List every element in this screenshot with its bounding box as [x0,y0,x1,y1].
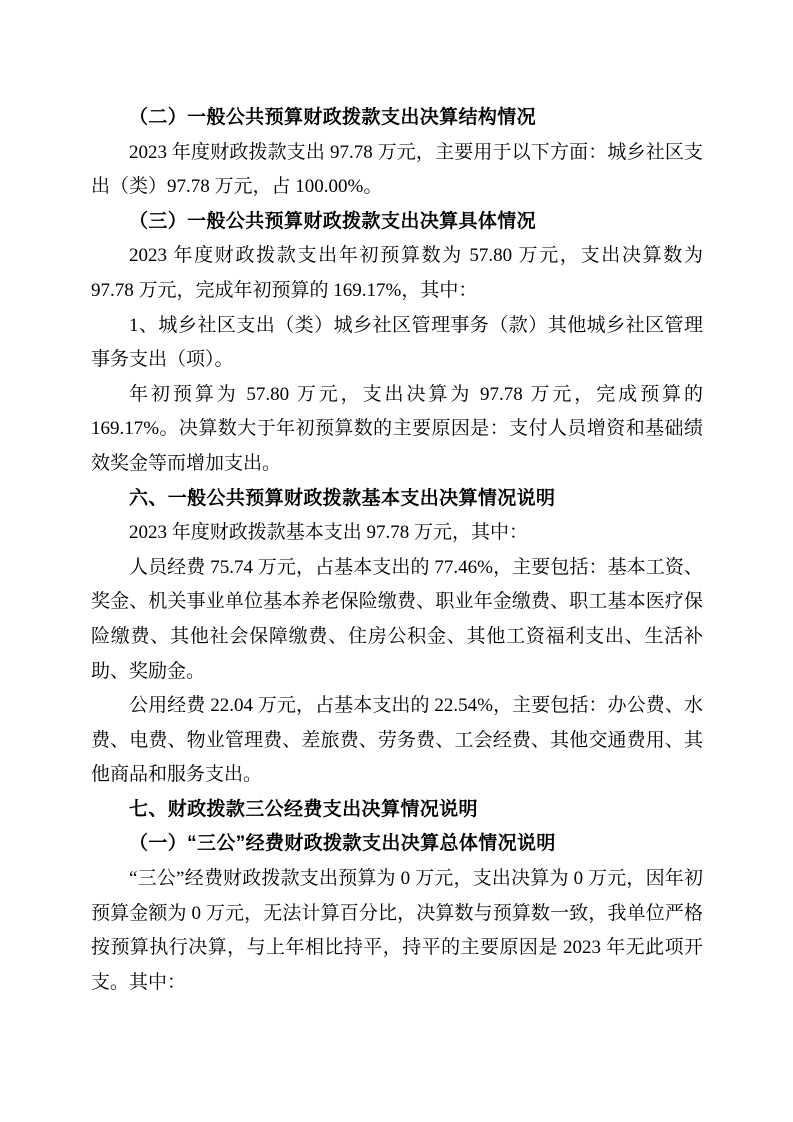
paragraph-public-operating-funds: 公用经费 22.04 万元，占基本支出的 22.54%，主要包括：办公费、水费、电费、物业管理费、差旅费、劳务费、工会经费、其他交通费用、其他商品和服务支出。 [91,695,703,786]
document-body [91,101,703,1000]
paragraph-basic-expenditure-total: 2023 年度财政拨款基本支出 97.78 万元，其中： [129,522,529,544]
paragraph-expenditure-structure-detail: 2023 年度财政拨款支出 97.78 万元，主要用于以下方面：城乡社区支出（类）97.78 万元，占 100.00%。 [91,141,703,198]
heading-section-7-1-overall-situation: （一）“三公”经费财政拨款支出决算总体情况说明 [129,833,556,855]
paragraph-item-1-budget-explanation: 年初预算为 57.80 万元，支出决算为 97.78 万元，完成预算的 169.17%。决算数大于年初预算数的主要原因是：支付人员增资和基础绩效奖金等而增加支出。 [91,383,703,474]
heading-section-7-three-public-funds: 七、财政拨款三公经费支出决算情况说明 [129,798,478,820]
paragraph-personnel-funds: 人员经费 75.74 万元，占基本支出的 77.46%，主要包括：基本工资、奖金、机关事业单位基本养老保险缴费、职业年金缴费、职工基本医疗保险缴费、其他社会保障缴费、住房公积金、其他工资福利支出、生活补助、奖励金。 [91,556,703,682]
heading-section-3-expenditure-specifics: （三）一般公共预算财政拨款支出决算具体情况 [129,210,536,232]
paragraph-three-public-funds-overview: “三公”经费财政拨款支出预算为 0 万元，支出决算为 0 万元，因年初预算金额为 0 万元，无法计算百分比，决算数与预算数一致，我单位严格按预算执行决算，与上年相比持平，持平的主要原因是 2023 年无此项开支。其中： [91,868,703,993]
heading-section-2-expenditure-structure: （二）一般公共预算财政拨款支出决算结构情况 [129,107,536,128]
paragraph-budget-vs-final-accounts: 2023 年度财政拨款支出年初预算数为 57.80 万元，支出决算数为 97.78 万元，完成年初预算的 169.17%，其中： [91,245,703,301]
heading-section-6-basic-expenditure: 六、一般公共预算财政拨款基本支出决算情况说明 [129,487,556,509]
paragraph-item-1-community-expenditure: 1、城乡社区支出（类）城乡社区管理事务（款）其他城乡社区管理事务支出（项）。 [91,314,703,371]
